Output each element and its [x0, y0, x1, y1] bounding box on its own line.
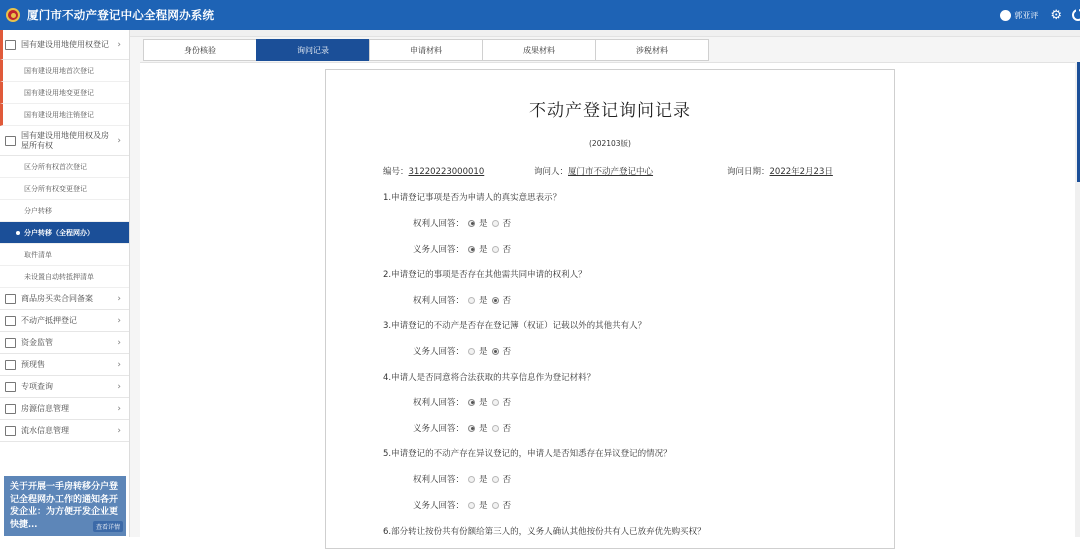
sidebar-group-label: 商品房买卖合同备案 — [21, 293, 93, 303]
q5-rights-holder-answer — [413, 473, 511, 485]
question-5: 5.申请登记的不动产存在异议登记的，申请人是否知悉存在异议登记的情况？ — [383, 449, 672, 459]
inquirer-label: 询问人： — [534, 167, 569, 177]
yes-label: 是 — [479, 347, 488, 357]
answer-label: 义务人回答： — [413, 424, 465, 434]
sidebar-group-label: 国有建设用地使用权及房屋所有权 — [21, 130, 109, 150]
record-number — [383, 165, 484, 177]
user-avatar-icon[interactable] — [1000, 10, 1011, 21]
sidebar-group-label: 国有建设用地使用权登记 — [21, 39, 109, 49]
sidebar-group-label: 不动产抵押登记 — [21, 315, 77, 325]
q3-obligor-answer — [413, 345, 511, 357]
radio-yes[interactable] — [468, 246, 475, 253]
yes-label: 是 — [479, 296, 488, 306]
sidebar-group-land-use-right[interactable] — [0, 30, 129, 60]
tab-inquiry-record[interactable]: 询问记录 — [256, 39, 370, 61]
chevron-right-icon: › — [117, 315, 121, 326]
sidebar-group-flow-info[interactable] — [0, 420, 129, 442]
question-2: 2.申请登记的事项是否存在其他需共同申请的权利人？ — [383, 270, 587, 280]
no-label: 否 — [502, 245, 512, 255]
sidebar-item[interactable]: 区分所有权变更登记 — [0, 178, 129, 200]
no-label: 否 — [502, 501, 512, 511]
user-name[interactable]: 郭亚评 — [1014, 10, 1039, 20]
yes-label: 是 — [479, 501, 488, 511]
no-label: 否 — [502, 475, 512, 485]
sidebar-item[interactable]: 分户转移 — [0, 200, 129, 222]
tab-identity-verification[interactable]: 身份核验 — [143, 39, 257, 61]
radio-no[interactable] — [492, 502, 499, 509]
radio-no[interactable] — [492, 348, 499, 355]
no-label: 否 — [502, 424, 512, 434]
question-3: 3.申请登记的不动产是否存在登记簿（权证）记载以外的其他共有人？ — [383, 321, 647, 331]
sidebar-group-label: 资金监管 — [21, 337, 53, 347]
notice-banner[interactable] — [4, 476, 126, 536]
number-label: 编号： — [383, 167, 409, 177]
chevron-right-icon: › — [117, 135, 121, 146]
radio-yes[interactable] — [468, 502, 475, 509]
sidebar — [0, 30, 130, 537]
q1-rights-holder-answer — [413, 217, 511, 229]
radio-yes[interactable] — [468, 348, 475, 355]
map-icon — [5, 404, 16, 414]
radio-yes[interactable] — [468, 476, 475, 483]
date-value: 2022年2月23日 — [769, 167, 833, 177]
yes-label: 是 — [479, 475, 488, 485]
sidebar-group-label: 房源信息管理 — [21, 403, 69, 413]
yes-label: 是 — [479, 245, 488, 255]
yes-label: 是 — [479, 219, 488, 229]
answer-label: 义务人回答： — [413, 347, 465, 357]
q1-obligor-answer — [413, 243, 511, 255]
document-icon — [5, 360, 16, 370]
radio-yes[interactable] — [468, 297, 475, 304]
yes-label: 是 — [479, 424, 488, 434]
chevron-right-icon: › — [117, 359, 121, 370]
no-label: 否 — [502, 296, 512, 306]
logo-icon — [6, 8, 20, 22]
sidebar-item[interactable]: 区分所有权首次登记 — [0, 156, 129, 178]
q5-obligor-answer — [413, 499, 511, 511]
q4-rights-holder-answer — [413, 396, 511, 408]
rocket-icon — [5, 382, 16, 392]
no-label: 否 — [502, 398, 512, 408]
radio-no[interactable] — [492, 425, 499, 432]
map-icon — [5, 136, 16, 146]
sidebar-item[interactable]: 国有建设用地变更登记 — [0, 82, 129, 104]
answer-label: 权利人回答： — [413, 219, 465, 229]
content-panel — [140, 62, 1080, 537]
sidebar-group-label: 预现售 — [21, 359, 45, 369]
sidebar-group-housing-info[interactable] — [0, 398, 129, 420]
tab-application-materials[interactable]: 申请材料 — [369, 39, 483, 61]
no-label: 否 — [502, 347, 512, 357]
document-title: 不动产登记询问记录 — [529, 101, 691, 121]
radio-no[interactable] — [492, 476, 499, 483]
sidebar-group-presale[interactable] — [0, 354, 129, 376]
sidebar-item-active[interactable]: 分户转移（全程网办） — [0, 222, 129, 244]
radio-yes[interactable] — [468, 425, 475, 432]
question-4: 4.申请人是否同意将合法获取的共享信息作为登记材料？ — [383, 373, 596, 383]
sidebar-group-contract-filing[interactable] — [0, 288, 129, 310]
radio-no[interactable] — [492, 246, 499, 253]
no-label: 否 — [502, 219, 512, 229]
yes-label: 是 — [479, 398, 488, 408]
chevron-right-icon: › — [117, 403, 121, 414]
main-top-strip — [130, 30, 1080, 37]
radio-no[interactable] — [492, 220, 499, 227]
radio-yes[interactable] — [468, 220, 475, 227]
inquiry-date — [727, 165, 833, 177]
answer-label: 义务人回答： — [413, 501, 465, 511]
sidebar-group-fund-supervision[interactable] — [0, 332, 129, 354]
chevron-right-icon: › — [117, 337, 121, 348]
tab-bar — [143, 39, 708, 61]
sidebar-group-special-query[interactable] — [0, 376, 129, 398]
answer-label: 权利人回答： — [413, 296, 465, 306]
sidebar-group-label: 专项查询 — [21, 381, 53, 391]
chevron-right-icon: › — [117, 39, 121, 50]
money-bag-icon — [5, 338, 16, 348]
sidebar-group-land-and-house[interactable] — [0, 126, 129, 156]
radio-no[interactable] — [492, 399, 499, 406]
tab-tax-materials[interactable]: 涉税材料 — [595, 39, 709, 61]
notice-details-button[interactable]: 查看详情 — [93, 521, 123, 532]
q4-obligor-answer — [413, 422, 511, 434]
main-area — [130, 30, 1080, 537]
sidebar-item[interactable]: 国有建设用地注销登记 — [0, 104, 129, 126]
edit-icon — [5, 426, 16, 436]
sidebar-group-mortgage[interactable] — [0, 310, 129, 332]
document-version: (202103版) — [589, 139, 631, 148]
top-header — [0, 0, 1080, 30]
power-icon[interactable] — [1072, 9, 1080, 21]
sidebar-item[interactable]: 未设置自动转抵押清单 — [0, 266, 129, 288]
question-1: 1.申请登记事项是否为申请人的真实意思表示？ — [383, 193, 562, 203]
question-6: 6.部分转让按份共有份额给第三人的，义务人确认其他按份共有人已放弃优先购买权？ — [383, 527, 706, 537]
sidebar-item[interactable]: 取件清单 — [0, 244, 129, 266]
edit-icon — [5, 316, 16, 326]
app-title: 厦门市不动产登记中心全程网办系统 — [27, 8, 215, 22]
answer-label: 权利人回答： — [413, 475, 465, 485]
radio-yes[interactable] — [468, 399, 475, 406]
number-value: 31220223000010 — [408, 167, 485, 177]
answer-label: 权利人回答： — [413, 398, 465, 408]
chevron-right-icon: › — [117, 293, 121, 304]
answer-label: 义务人回答： — [413, 245, 465, 255]
inquiry-document — [325, 69, 895, 549]
date-label: 询问日期： — [727, 167, 770, 177]
inquirer — [534, 165, 653, 177]
q2-rights-holder-answer — [413, 294, 511, 306]
tab-result-materials[interactable]: 成果材料 — [482, 39, 596, 61]
gear-icon[interactable]: ⚙ — [1050, 7, 1062, 23]
chevron-right-icon: › — [117, 425, 121, 436]
sidebar-group-label: 流水信息管理 — [21, 425, 69, 435]
radio-no[interactable] — [492, 297, 499, 304]
chevron-right-icon: › — [117, 381, 121, 392]
building-icon — [5, 40, 16, 50]
sidebar-item[interactable]: 国有建设用地首次登记 — [0, 60, 129, 82]
home-icon — [5, 294, 16, 304]
inquirer-value: 厦门市不动产登记中心 — [568, 167, 654, 177]
notice-text: 关于开展一手房转移分户登记全程网办工作的通知各开发企业：为方便开发企业更快捷... — [10, 482, 119, 530]
